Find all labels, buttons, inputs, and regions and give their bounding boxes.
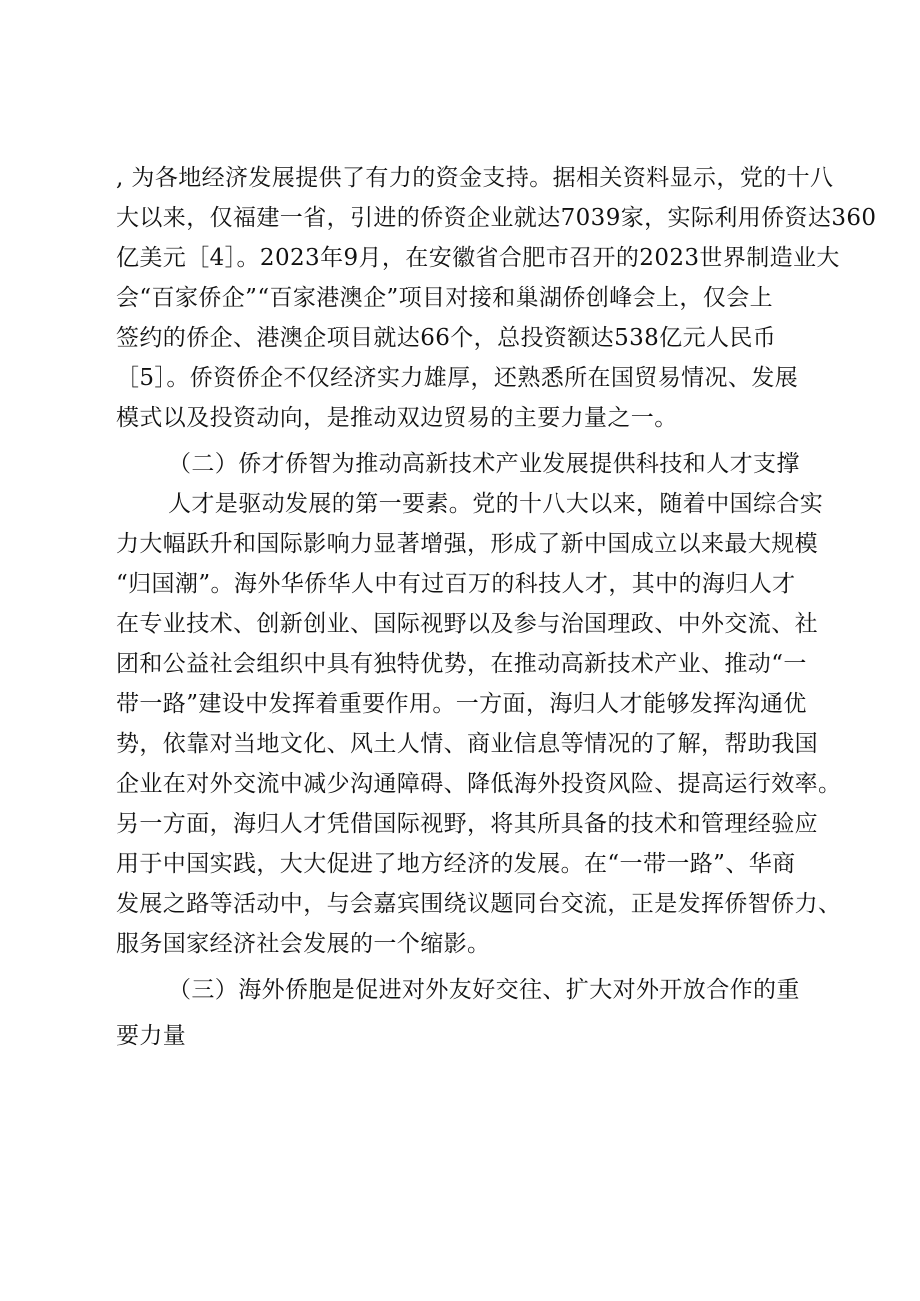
section-heading-3 <box>116 970 816 1056</box>
text-line: 发展之路等活动中，与会嘉宾围绕议题同台交流，正是发挥侨智侨力、 <box>116 891 842 917</box>
document-body <box>116 158 877 1056</box>
text-line: 服务国家经济社会发展的一个缩影。 <box>116 931 491 957</box>
text-line: 签约的侨企、港澳企项目就达66个，总投资额达538亿元人民币 <box>116 325 777 351</box>
text-line: 模式以及投资动向，是推动双边贸易的主要力量之一。 <box>116 405 678 431</box>
section-heading-2 <box>116 444 816 484</box>
text-line: 企业在对外交流中减少沟通障碍、降低海外投资风险、提高运行效率。 <box>116 771 842 797</box>
text-line: 力大幅跃升和国际影响力显著增强，形成了新中国成立以来最大规模 <box>116 531 818 557</box>
text-line: 势，依靠对当地文化、风土人情、商业信息等情况的了解，帮助我国 <box>116 731 818 757</box>
text-line: 大以来，仅福建一省，引进的侨资企业就达7039家，实际利用侨资达360 <box>116 205 877 231</box>
text-line: 带一路”建设中发挥着重要作用。一方面，海归人才能够发挥沟通优 <box>116 691 807 717</box>
section-heading-text: （三）海外侨胞是促进对外友好交往、扩大对外开放合作的重 <box>168 977 800 1003</box>
text-line: 用于中国实践，大大促进了地方经济的发展。在“一带一路”、华商 <box>116 851 796 877</box>
text-line: 人才是驱动发展的第一要素。党的十八大以来，随着中国综合实 <box>168 491 824 517</box>
section-heading-text: 要力量 <box>116 1023 187 1049</box>
text-line: “归国潮”。海外华侨华人中有过百万的科技人才，其中的海归人才 <box>116 571 796 597</box>
text-line: ［5］。侨资侨企不仅经济实力雄厚，还熟悉所在国贸易情况、发展 <box>116 365 799 391</box>
text-line: , 为各地经济发展提供了有力的资金支持。据相关资料显示，党的十八 <box>116 165 834 191</box>
text-line: 亿美元［4］。2023年9月，在安徽省合肥市召开的2023世界制造业大 <box>116 245 840 271</box>
text-line: 团和公益社会组织中具有独特优势，在推动高新技术产业、推动“一 <box>116 651 807 677</box>
text-line: 另一方面，海归人才凭借国际视野，将其所具备的技术和管理经验应 <box>116 811 818 837</box>
text-line: 会“百家侨企”“百家港澳企”项目对接和巢湖侨创峰会上，仅会上 <box>116 285 774 311</box>
paragraph-1 <box>116 158 877 438</box>
section-heading-text: （二）侨才侨智为推动高新技术产业发展提供科技和人才支撑 <box>168 451 800 477</box>
text-line: 在专业技术、创新创业、国际视野以及参与治国理政、中外交流、社 <box>116 611 818 637</box>
paragraph-2 <box>116 484 842 964</box>
